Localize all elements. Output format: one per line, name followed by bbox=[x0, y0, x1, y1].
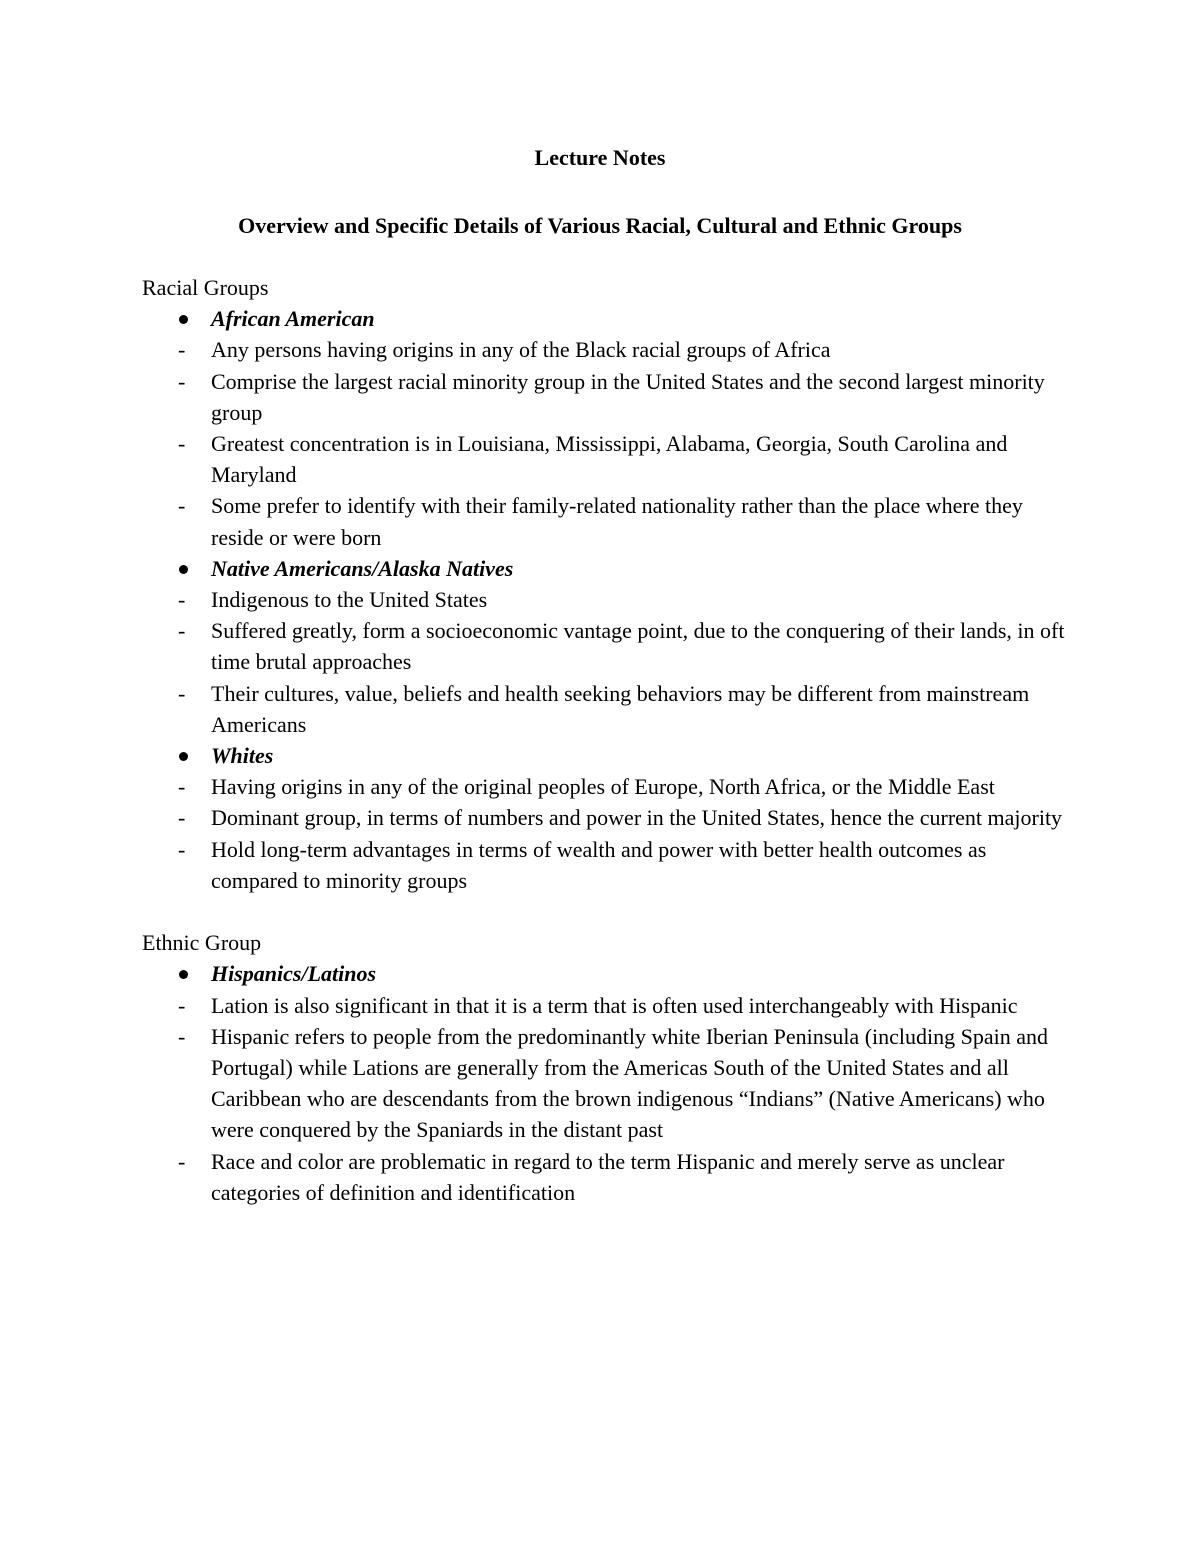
dash-icon: - bbox=[178, 836, 186, 862]
list-item-text: Greatest concentration is in Louisiana, Mississippi, Alabama, Georgia, South Carolina and Maryland bbox=[211, 431, 1008, 488]
group-heading-label: African American bbox=[211, 306, 375, 332]
dash-icon: - bbox=[178, 774, 186, 800]
list-item bbox=[142, 334, 1072, 365]
list-item-text: Any persons having origins in any of the Black racial groups of Africa bbox=[211, 337, 831, 363]
list-item bbox=[142, 490, 1072, 552]
dash-icon: - bbox=[178, 680, 186, 706]
dash-icon: - bbox=[178, 587, 186, 613]
bullet-icon bbox=[179, 565, 188, 574]
section-heading: Ethnic Group bbox=[142, 930, 262, 956]
list-item bbox=[142, 802, 1072, 833]
section-spacer bbox=[142, 896, 1072, 927]
group-heading-african-american bbox=[142, 303, 1072, 334]
list-item-text: Comprise the largest racial minority group in the United States and the second largest minority group bbox=[211, 368, 1045, 425]
document-title: Lecture Notes bbox=[534, 145, 666, 170]
dash-icon: - bbox=[178, 618, 186, 644]
list-item bbox=[142, 834, 1072, 896]
list-item bbox=[142, 1021, 1072, 1146]
list-item-text: Lation is also significant in that it is a term that is often used interchangeably with Hispanic bbox=[211, 992, 1018, 1018]
list-item-text: Race and color are problematic in regard to the term Hispanic and merely serve as unclear categories of definition and identification bbox=[211, 1148, 1005, 1205]
list-item bbox=[142, 771, 1072, 802]
group-heading-label: Native Americans/Alaska Natives bbox=[211, 555, 514, 581]
bullet-icon bbox=[179, 752, 188, 761]
dash-icon: - bbox=[178, 1148, 186, 1174]
list-item bbox=[142, 366, 1072, 428]
bullet-icon bbox=[179, 315, 188, 324]
list-item-text: Hispanic refers to people from the predominantly white Iberian Peninsula (including Spain and Portugal) while Lations are generally from the Americas South of the United States and all Caribbean who are descendants from the brown indigenous “Indians” (Native Americans) who were conquered by the Spaniards in the distant past bbox=[211, 1023, 1048, 1143]
list-item-text: Dominant group, in terms of numbers and power in the United States, hence the current majority bbox=[211, 805, 1063, 831]
list-item bbox=[142, 428, 1072, 490]
document-subtitle: Overview and Specific Details of Various Racial, Cultural and Ethnic Groups bbox=[238, 213, 962, 238]
list-item-text: Their cultures, value, beliefs and health seeking behaviors may be different from mainstream Americans bbox=[211, 680, 1030, 737]
list-item bbox=[142, 584, 1072, 615]
list-item bbox=[142, 615, 1072, 677]
dash-icon: - bbox=[178, 493, 186, 519]
group-heading-label: Hispanics/Latinos bbox=[211, 961, 377, 987]
list-item-text: Some prefer to identify with their family-related nationality rather than the place where they reside or were born bbox=[211, 493, 1023, 550]
section-heading: Racial Groups bbox=[142, 275, 269, 300]
bullet-icon bbox=[179, 970, 188, 979]
group-heading-native-americans bbox=[142, 553, 1072, 584]
list-item-text: Hold long-term advantages in terms of wealth and power with better health outcomes as compared to minority groups bbox=[211, 836, 987, 893]
list-item-text: Suffered greatly, form a socioeconomic vantage point, due to the conquering of their lands, in oft time brutal approaches bbox=[211, 618, 1065, 675]
list-item-text: Indigenous to the United States bbox=[211, 587, 488, 613]
dash-icon: - bbox=[178, 368, 186, 394]
section-ethnic-group bbox=[142, 927, 1072, 1208]
dash-icon: - bbox=[178, 805, 186, 831]
list-item bbox=[142, 990, 1072, 1021]
list-item bbox=[142, 678, 1072, 740]
list-item bbox=[142, 1146, 1072, 1208]
dash-icon: - bbox=[178, 337, 186, 363]
dash-icon: - bbox=[178, 992, 186, 1018]
group-heading-whites bbox=[142, 740, 1072, 771]
dash-icon: - bbox=[178, 1023, 186, 1049]
document-body bbox=[142, 272, 1072, 1208]
group-heading-hispanics-latinos bbox=[142, 958, 1072, 989]
section-racial-groups bbox=[142, 272, 1072, 896]
group-heading-label: Whites bbox=[211, 743, 274, 769]
list-item-text: Having origins in any of the original peoples of Europe, North Africa, or the Middle East bbox=[211, 774, 995, 800]
dash-icon: - bbox=[178, 431, 186, 457]
